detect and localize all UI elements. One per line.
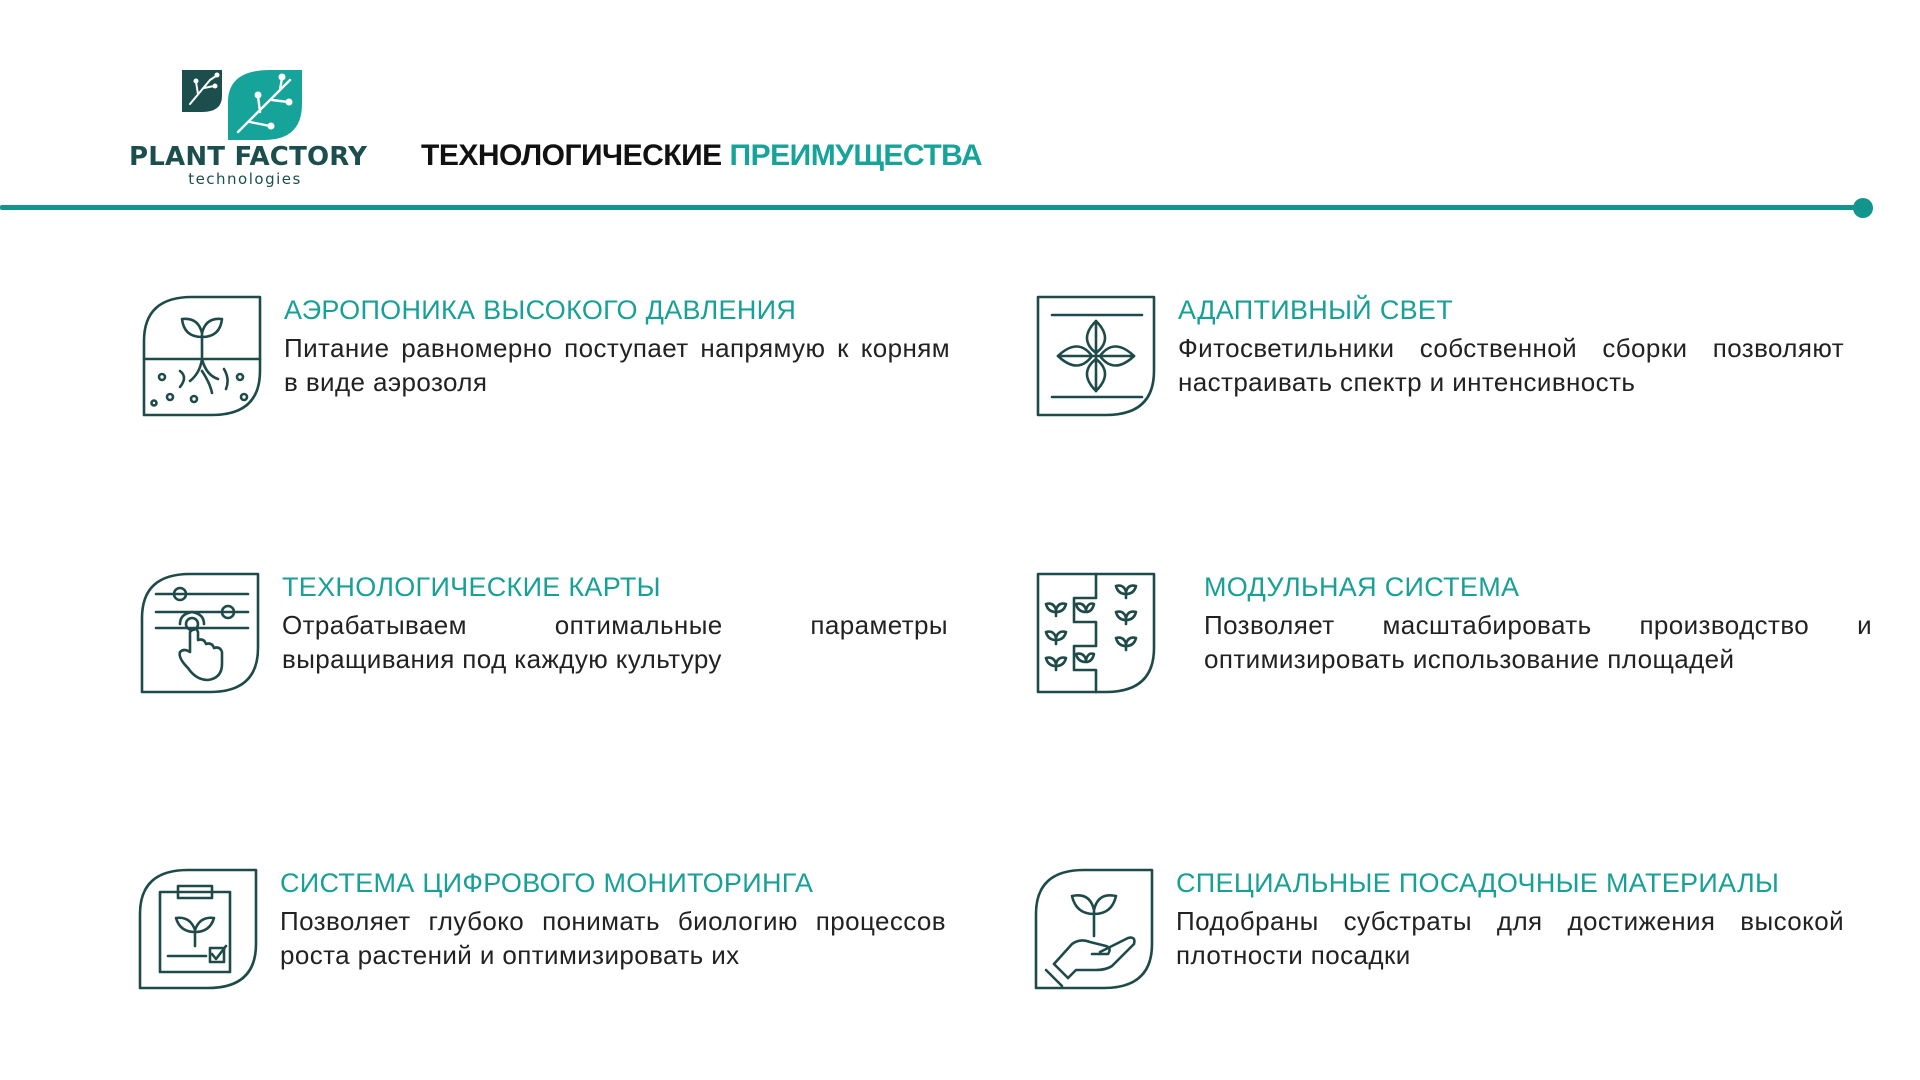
planting-materials-icon	[1032, 866, 1156, 990]
feature-description: Питание равномерно поступает напрямую к корням в виде аэрозоля	[284, 333, 950, 397]
page-title-part1: ТЕХНОЛОГИЧЕСКИЕ	[421, 139, 722, 172]
page-title	[421, 139, 982, 173]
feature-title: СИСТЕМА ЦИФРОВОГО МОНИТОРИНГА	[280, 868, 814, 898]
feature-description: Позволяет глубоко понимать биологию процессов роста растений и оптимизировать их	[280, 906, 946, 970]
aeroponics-icon	[140, 293, 264, 417]
feature-title: АДАПТИВНЫЙ СВЕТ	[1178, 295, 1454, 325]
logo-leaf-icon	[180, 66, 310, 142]
feature-description: Фитосветильники собственной сборки позволяют настраивать спектр и интенсивность	[1178, 333, 1844, 397]
feature-title: СПЕЦИАЛЬНЫЕ ПОСАДОЧНЫЕ МАТЕРИАЛЫ	[1176, 868, 1780, 898]
plant-factory-logo	[125, 66, 368, 191]
adaptive-light-icon	[1034, 293, 1158, 417]
logo-wordmark: PLANT FACTORY	[129, 142, 368, 172]
tech-maps-icon	[138, 570, 262, 694]
feature-title: АЭРОПОНИКА ВЫСОКОГО ДАВЛЕНИЯ	[284, 295, 797, 325]
page-title-part2: ПРЕИМУЩЕСТВА	[729, 139, 983, 172]
modular-system-icon	[1034, 570, 1158, 694]
feature-title: ТЕХНОЛОГИЧЕСКИЕ КАРТЫ	[282, 572, 661, 602]
feature-description: Отрабатываем оптимальные параметры выращивания под каждую культуру	[282, 610, 948, 674]
logo-tagline: technologies	[188, 170, 302, 188]
feature-title: МОДУЛЬНАЯ СИСТЕМА	[1204, 572, 1520, 602]
header-divider	[0, 205, 1862, 210]
feature-description: Позволяет масштабировать производство и оптимизировать использование площадей	[1204, 610, 1872, 674]
monitoring-icon	[136, 866, 260, 990]
divider-end-dot	[1853, 198, 1873, 218]
feature-description: Подобраны субстраты для достижения высокой плотности посадки	[1176, 906, 1844, 970]
